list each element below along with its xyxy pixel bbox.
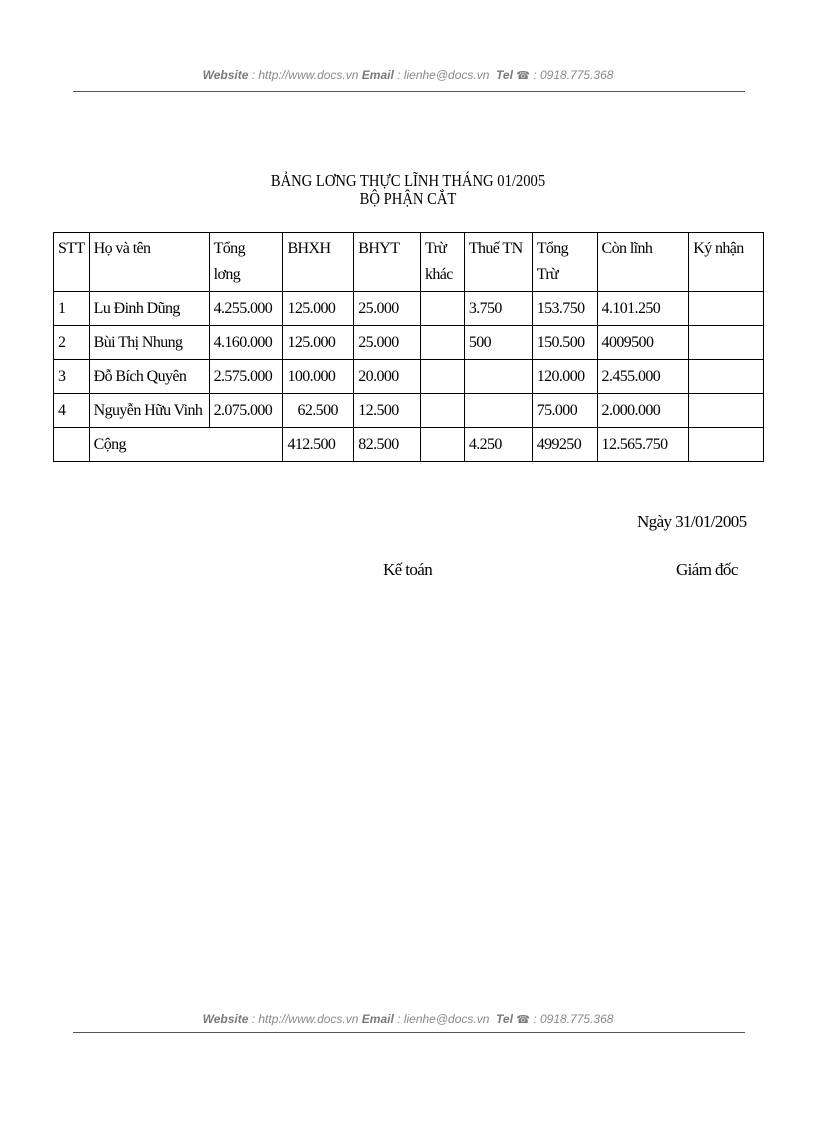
header-total-deduct-1: Tổng	[536, 240, 569, 257]
tel-value: : 0918.775.368	[533, 68, 614, 82]
total-net: 12.565.750	[597, 428, 689, 462]
cell-stt: 2	[54, 326, 90, 360]
tel-value: : 0918.775.368	[533, 1012, 614, 1026]
cell-total-deduct: 75.000	[532, 394, 597, 428]
total-other	[420, 428, 464, 462]
cell-tax	[464, 360, 532, 394]
table-total-row	[54, 428, 764, 462]
cell-bhxh: 100.000	[283, 360, 354, 394]
cell-name: Đỗ Bích Quyên	[89, 360, 209, 394]
phone-icon: ☎	[516, 1014, 530, 1026]
cell-sign	[689, 360, 764, 394]
website-label: Website	[202, 68, 249, 82]
cell-total-salary: 2.075.000	[209, 394, 283, 428]
tel-label: Tel	[496, 1012, 513, 1026]
date-line: Ngày 31/01/2005	[637, 512, 747, 531]
cell-name: Lu Đinh Dũng	[89, 292, 209, 326]
header-other-2: khác	[424, 266, 453, 283]
cell-sign	[689, 326, 764, 360]
cell-tax: 3.750	[464, 292, 532, 326]
cell-other	[420, 394, 464, 428]
footer-contact-bar	[0, 1012, 816, 1026]
email-label: Email	[361, 68, 394, 82]
cell-total-deduct: 153.750	[532, 292, 597, 326]
cell-name: Bùi Thị Nhung	[89, 326, 209, 360]
header-total-salary-2: lơng	[213, 266, 241, 283]
total-label: Cộng	[89, 428, 283, 462]
website-label: Website	[202, 1012, 249, 1026]
header-bhyt: BHYT	[354, 233, 421, 292]
cell-stt: 1	[54, 292, 90, 326]
title-line-2: BỘ PHẬN CẮT	[359, 189, 457, 208]
website-value[interactable]: : http://www.docs.vn	[251, 68, 359, 82]
cell-bhyt: 25.000	[354, 292, 421, 326]
cell-net: 4009500	[597, 326, 689, 360]
cell-other	[420, 360, 464, 394]
cell-bhyt: 20.000	[354, 360, 421, 394]
total-sign	[689, 428, 764, 462]
total-bhxh: 412.500	[283, 428, 354, 462]
header-tax: Thuế TN	[464, 233, 532, 292]
header-stt: STT	[54, 233, 90, 292]
cell-name: Nguyễn Hữu Vinh	[89, 394, 209, 428]
cell-total-deduct: 120.000	[532, 360, 597, 394]
website-value[interactable]: : http://www.docs.vn	[251, 1012, 359, 1026]
cell-stt	[54, 428, 90, 462]
tel-label: Tel	[496, 68, 513, 82]
cell-total-salary: 4.255.000	[209, 292, 283, 326]
header-total-deduct	[532, 233, 597, 292]
signature-director: Giám đốc	[676, 560, 738, 579]
table-row	[54, 326, 764, 360]
header-bhxh: BHXH	[283, 233, 354, 292]
header-divider	[73, 91, 745, 92]
table-row	[54, 360, 764, 394]
header-sign: Ký nhận	[689, 233, 764, 292]
cell-stt: 4	[54, 394, 90, 428]
payroll-table	[53, 232, 764, 462]
header-total-salary	[209, 233, 283, 292]
email-label: Email	[361, 1012, 394, 1026]
header-name: Họ và tên	[89, 233, 209, 292]
cell-bhyt: 25.000	[354, 326, 421, 360]
footer-divider	[73, 1032, 745, 1033]
header-total-salary-1: Tổng	[213, 240, 245, 257]
cell-total-salary: 4.160.000	[209, 326, 283, 360]
phone-icon: ☎	[516, 70, 530, 82]
cell-tax	[464, 394, 532, 428]
signature-accountant: Kế toán	[383, 560, 433, 579]
title-line-1: BẢNG LƠNG THỰC LĨNH THÁNG 01/2005	[270, 171, 546, 190]
cell-net: 4.101.250	[597, 292, 689, 326]
total-deduct: 499250	[532, 428, 597, 462]
cell-bhxh: 62.500	[283, 394, 354, 428]
cell-bhxh: 125.000	[283, 326, 354, 360]
table-header-row	[54, 233, 764, 292]
cell-total-salary: 2.575.000	[209, 360, 283, 394]
header-net: Còn lĩnh	[597, 233, 689, 292]
cell-tax: 500	[464, 326, 532, 360]
email-value[interactable]: : lienhe@docs.vn	[397, 1012, 490, 1026]
cell-total-deduct: 150.500	[532, 326, 597, 360]
table-row	[54, 394, 764, 428]
cell-stt: 3	[54, 360, 90, 394]
cell-net: 2.000.000	[597, 394, 689, 428]
header-contact-bar	[0, 68, 816, 82]
header-other	[420, 233, 464, 292]
cell-sign	[689, 292, 764, 326]
table-row	[54, 292, 764, 326]
cell-other	[420, 292, 464, 326]
header-total-deduct-2: Trừ	[536, 266, 559, 283]
cell-bhyt: 12.500	[354, 394, 421, 428]
total-tax: 4.250	[464, 428, 532, 462]
document-title	[57, 172, 759, 208]
cell-sign	[689, 394, 764, 428]
cell-bhxh: 125.000	[283, 292, 354, 326]
email-value[interactable]: : lienhe@docs.vn	[397, 68, 490, 82]
cell-other	[420, 326, 464, 360]
cell-net: 2.455.000	[597, 360, 689, 394]
total-bhyt: 82.500	[354, 428, 421, 462]
header-other-1: Trừ	[424, 240, 447, 257]
